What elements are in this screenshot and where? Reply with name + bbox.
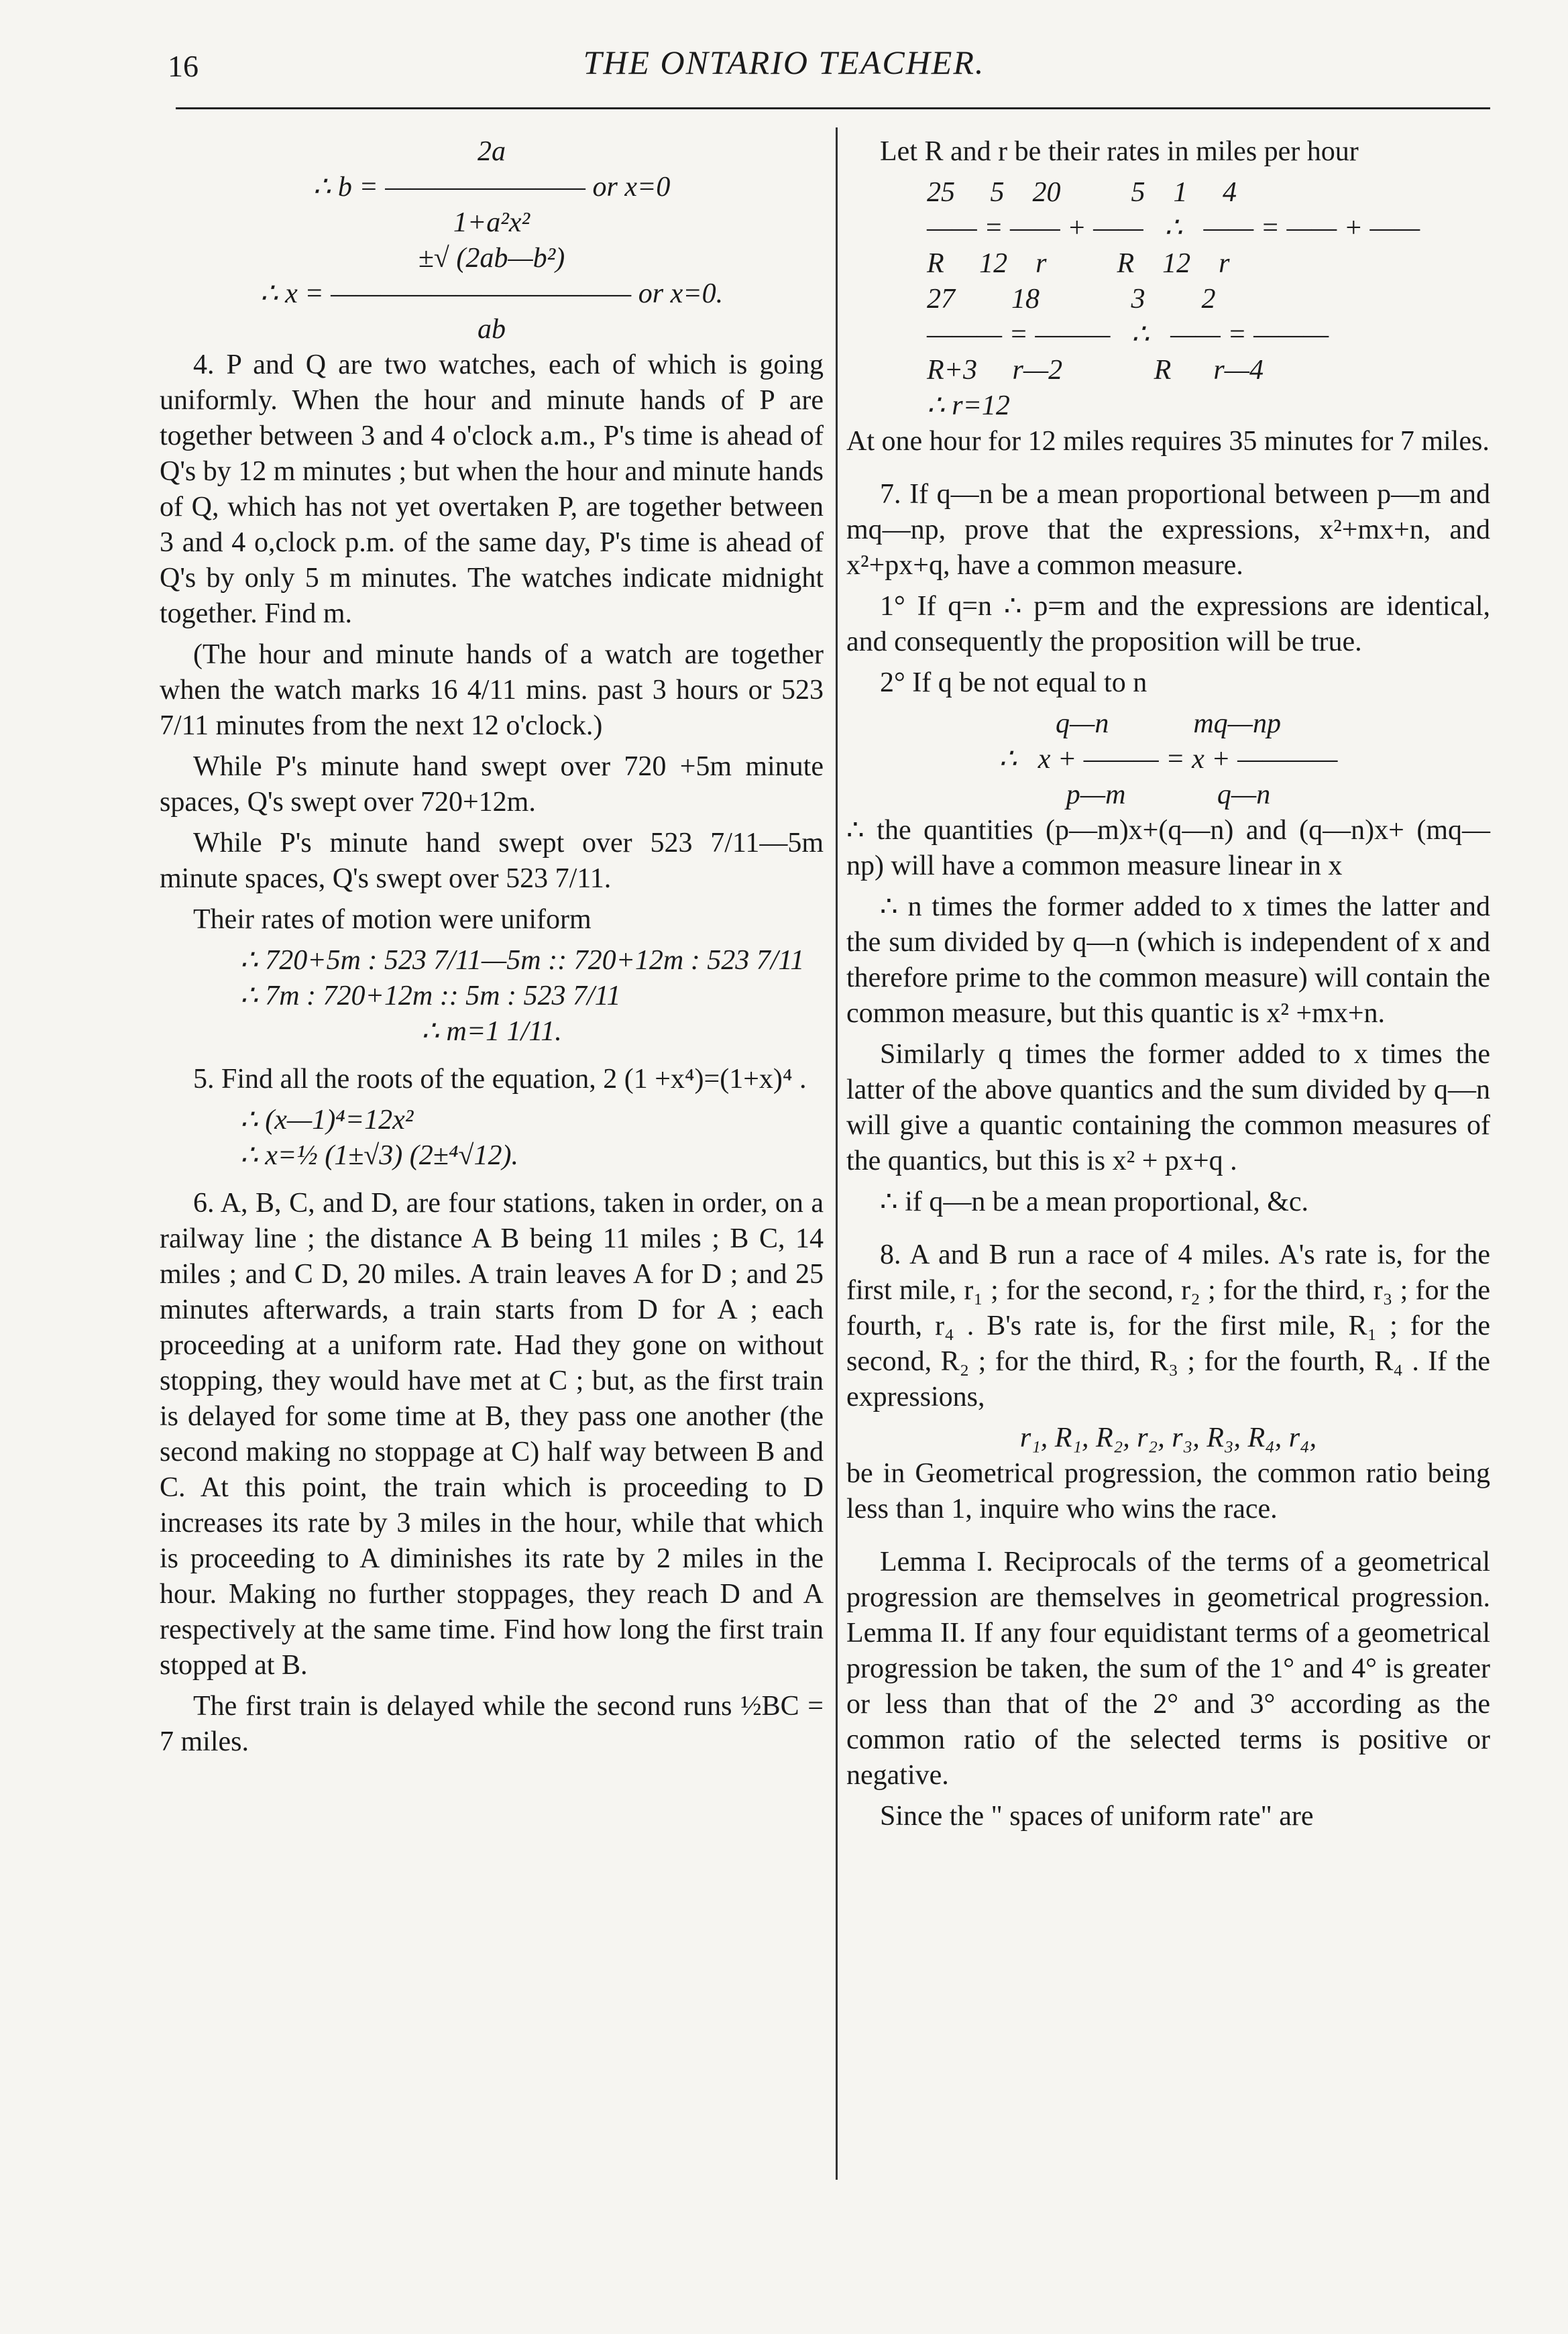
problem-7-conclusion: ∴ if q—n be a mean proportional, &c.	[880, 1186, 1309, 1217]
equation-line: R+3 r—2 R r—4	[927, 355, 1264, 386]
problem-8-continued: be in Geometrical progression, the common ratio being less than 1, inquire who wins the race.	[846, 1458, 1490, 1524]
problem-7-case-2: 2° If q be not equal to n	[880, 667, 1147, 698]
equation-line: ab	[478, 314, 506, 345]
equation-line: q—n mq—np	[1055, 708, 1282, 739]
equation-line: 27 18 3 2	[927, 284, 1216, 315]
equation-line: ∴ m=1 1/11.	[421, 1016, 562, 1047]
problem-8: 8. A and B run a race of 4 miles. A's rate is, for the first mile, r₁ ; for the second, r₂ ; for the third, r₃ ; for the fourth, r₄ . B's rate is, for the first mile, R₁ ; for the second, R₂ ; for the third, R₃ ; for the fourth, R₄ . If the expressions,	[846, 1239, 1490, 1412]
equation-line: ∴ x=½ (1±√3) (2±⁴√12).	[240, 1140, 518, 1171]
equation-line: 1+a²x²	[453, 207, 530, 238]
problem-7-step: ∴ the quantities (p—m)x+(q—n) and (q—n)x+ (mq—np) will have a common measure linear in x	[846, 815, 1490, 881]
problem-4-step: While P's minute hand swept over 720 +5m minute spaces, Q's swept over 720+12m.	[160, 751, 824, 818]
header-rule	[176, 107, 1490, 109]
equation-line: p—m q—n	[1066, 779, 1271, 810]
last-line: Since the " spaces of uniform rate" are	[880, 1801, 1314, 1832]
lemma: Lemma I. Reciprocals of the terms of a geometrical progression are themselves in geometrical progression. Lemma II. If any four equidistant terms of a geometrical progression be taken, the sum of the 1° and 4° is greater or less than that of the 2° and 3° according as the common ratio of the selected terms is positive or negative.	[846, 1547, 1490, 1791]
problem-4-step: Their rates of motion were uniform	[193, 904, 592, 935]
problem-6: 6. A, B, C, and D, are four stations, taken in order, on a railway line ; the distance A B being 11 miles ; B C, 14 miles ; and C D, 20 miles. A train leaves A for D ; and 25 minutes afterwards, a train starts from D for A ; each proceeding at a uniform rate. Had they gone on without stopping, they would have met at C ; but, as the first train is delayed for some time at B, they pass one another (the second making no stoppage at C) half way between B and C. At this point, the train which is proceeding to D increases its rate by 3 miles in the hour, while that which is proceeding to A diminishes its rate by 2 miles in the hour. Making no further stoppages, they reach D and A respectively at the same time. Find how long the first train stopped at B.	[160, 1188, 824, 1681]
problem-7: 7. If q—n be a mean proportional between p—m and mq—np, prove that the expressions, x²+mx+n, and x²+px+q, have a common measure.	[846, 479, 1490, 581]
equation-block	[846, 706, 1490, 813]
equation-line: 2a	[478, 136, 506, 167]
equation-line: ∴ b = ———————— or x=0	[313, 172, 671, 203]
column-divider	[836, 127, 838, 2180]
rates-intro: Let R and r be their rates in miles per hour	[880, 136, 1359, 167]
equation-block	[160, 1103, 824, 1174]
equation-line: ∴ 7m : 720+12m :: 5m : 523 7/11	[240, 981, 621, 1011]
problem-7-case-1: 1° If q=n ∴ p=m and the expressions are identical, and consequently the proposition will be true.	[846, 591, 1490, 657]
equation-line: ∴ x = ———————————— or x=0.	[260, 278, 724, 309]
problem-5: 5. Find all the roots of the equation, 2 (1 +x⁴)=(1+x)⁴ .	[193, 1064, 807, 1095]
equation-block	[846, 175, 1490, 424]
equation-line: ∴ r=12	[927, 390, 1010, 421]
left-column	[160, 134, 824, 1765]
equation-line: 25 5 20 5 1 4	[927, 177, 1237, 208]
equation-line: —— = —— + —— ∴ —— = —— + ——	[927, 213, 1420, 243]
equation-line: ∴ 720+5m : 523 7/11—5m :: 720+12m : 523 7/11	[240, 945, 805, 976]
equation-line: ——— = ——— ∴ —— = ———	[927, 319, 1329, 350]
equation-line: ∴ (x—1)⁴=12x²	[240, 1105, 414, 1135]
problem-6-solution: The first train is delayed while the second runs ½BC = 7 miles.	[160, 1691, 824, 1757]
problem-4: 4. P and Q are two watches, each of which is going uniformly. When the hour and minute hands of P are together between 3 and 4 o'clock a.m., P's time is ahead of Q's by 12 m minutes ; but when the hour and minute hands of Q, which has not yet overtaken P, are together between 3 and 4 o,clock p.m. of the same day, P's time is ahead of Q's by only 5 m minutes. The watches indicate midnight together. Find m.	[160, 349, 824, 629]
page-number: 16	[168, 49, 199, 83]
rates-result: At one hour for 12 miles requires 35 minutes for 7 miles.	[846, 426, 1490, 457]
problem-4-note: (The hour and minute hands of a watch are together when the watch marks 16 4/11 mins. past 3 hours or 523 7/11 minutes from the next 12 o'clock.)	[160, 639, 824, 741]
equation-line: ∴ x + ——— = x + ————	[999, 744, 1338, 775]
equation-line: r₁, R₁, R₂, r₂, r₃, R₃, R₄, r₄,	[1019, 1423, 1317, 1453]
right-column	[846, 134, 1490, 1840]
equation-line: ±√ (2ab—b²)	[418, 243, 565, 274]
equation-block	[160, 134, 824, 347]
problem-7-step: Similarly q times the former added to x times the latter of the above quantics and the sum divided by q—n will give a quantic containing the common measures of the quantics, but this is x² + px+q .	[846, 1039, 1490, 1176]
problem-7-step: ∴ n times the former added to x times the latter and the sum divided by q—n (which is independent of x and therefore prime to the common measure) will contain the common measure, but this quantic is x² +mx+n.	[846, 891, 1490, 1029]
problem-4-step: While P's minute hand swept over 523 7/11—5m minute spaces, Q's swept over 523 7/11.	[160, 828, 824, 894]
equation-block	[160, 943, 824, 1050]
running-title: THE ONTARIO TEACHER.	[583, 44, 985, 81]
equation-line: R 12 r R 12 r	[927, 248, 1230, 279]
